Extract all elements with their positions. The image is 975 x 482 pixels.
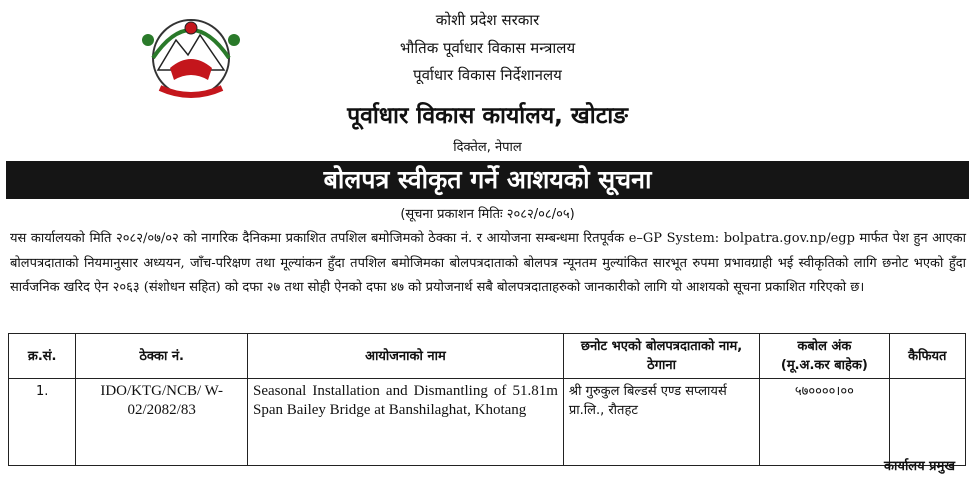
cell-contract-no: IDO/KTG/NCB/ W-02/2082/83 — [76, 379, 248, 466]
col-header-amount-note: (मू.अ.कर बाहेक) — [780, 358, 868, 373]
header-office: पूर्वाधार विकास कार्यालय, खोटाङ — [347, 103, 628, 129]
cell-sn: 1. — [9, 379, 76, 466]
notice-title-banner: बोलपत्र स्वीकृत गर्ने आशयको सूचना — [6, 161, 969, 199]
table-row — [9, 379, 966, 466]
header-ministry: भौतिक पूर्वाधार विकास मन्त्रालय — [399, 39, 576, 57]
award-table — [8, 333, 966, 466]
col-header-sn: क्र.सं. — [9, 334, 76, 379]
col-header-project: आयोजनाको नाम — [247, 334, 563, 379]
notice-body: यस कार्यालयको मिति २०८२/०७/०२ को नागरिक दैनिकमा प्रकाशित तपशिल बमोजिमको ठेक्का नं. र आयोजना सम्बन्धमा रितपूर्वक e–GP System: bolpatra.gov.np/egp मार्फत पेश हुन आएका बोलपत्रदाताको नियमानुसार अध्ययन, जाँच-परिक्षण तथा मूल्यांकन हुँदा तपशिल बमोजिमका बोलपत्रदाताको बोलपत्र न्यूनतम मुल्यांकित सारभूत रुपमा प्रभावग्राही भई स्वीकृतिको लागि छनोट भएको हुँदा सार्वजनिक खरिद ऐन २०६३ (संशोधन सहित) को दफा २७ तथा सोही ऐनको दफा ४७ को प्रयोजनार्थ सबै बोलपत्रदाताहरुको जानकारीको लागि यो आशयको सूचना प्रकाशित गरिएको छ। — [10, 231, 966, 295]
header-directorate: पूर्वाधार विकास निर्देशानलय — [413, 66, 562, 84]
col-header-remarks: कैफियत — [889, 334, 965, 379]
header-location: दिक्तेल, नेपाल — [453, 140, 522, 155]
publish-date: (सूचना प्रकाशन मितिः २०८२/०८/०५) — [400, 207, 575, 222]
cell-remarks — [889, 379, 965, 466]
cell-bidder: श्री गुरुकुल बिल्डर्स एण्ड सप्लायर्स प्रा.लि., रौतहट — [563, 379, 759, 466]
cell-project: Seasonal Installation and Dismantling of 51.81m Span Bailey Bridge at Banshilaghat, Khotang — [247, 379, 563, 466]
col-header-contract-no: ठेक्का नं. — [76, 334, 248, 379]
cell-amount: ५७००००।०० — [760, 379, 889, 466]
header-province: कोशी प्रदेश सरकार — [435, 11, 540, 29]
col-header-bidder: छनोट भएको बोलपत्रदाताको नाम, ठेगाना — [563, 334, 759, 379]
col-header-amount — [760, 334, 889, 379]
col-header-amount-label: कबोल अंक — [797, 339, 852, 354]
table-header-row — [9, 334, 966, 379]
signature-label: कार्यालय प्रमुख — [884, 459, 955, 474]
